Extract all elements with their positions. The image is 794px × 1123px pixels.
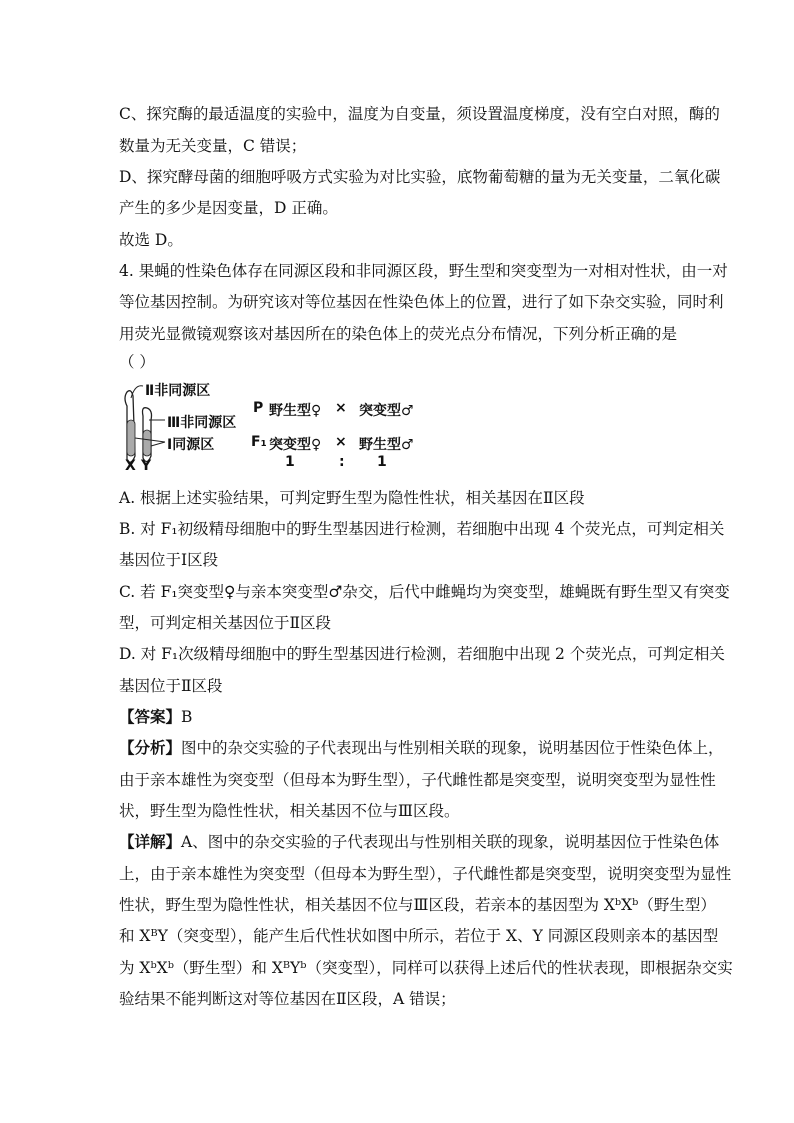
- f1-generation-label: F₁: [251, 434, 267, 450]
- detail-line-4: 和 XᴮY（突变型），能产生后代性状如图中所示，若位于 X、Y 同源区段则亲本的基因型: [119, 927, 719, 945]
- ratio-right: 1: [377, 454, 387, 470]
- option-c-line-1: C. 若 F₁突变型♀与亲本突变型♂杂交，后代中雌蝇均为突变型，雄蝇既有野生型又有突变: [119, 583, 730, 601]
- label-ii-nonhomologous: Ⅱ非同源区: [145, 383, 211, 399]
- text-line-c1: C、探究酶的最适温度的实验中，温度为自变量，须设置温度梯度，没有空白对照，酶的: [119, 105, 720, 123]
- question-line-1: 4. 果蝇的性染色体存在同源区段和非同源区段，野生型和突变型为一对相对性状，由一对: [119, 262, 728, 280]
- detail-text-1: A、图中的杂交实验的子代表现出与性别相关联的现象，说明基因位于性染色体: [181, 833, 720, 851]
- f1-female: 突变型♀: [269, 437, 322, 453]
- ratio-colon: :: [339, 454, 345, 470]
- answer-tag: 【答案】: [119, 707, 182, 726]
- p-male: 突变型♂: [359, 403, 414, 419]
- text-line-c2: 数量为无关变量，C 错误；: [119, 137, 307, 155]
- text-line-choice: 故选 D。: [119, 231, 183, 249]
- option-a: A. 根据上述实验结果，可判定野生型为隐性性状，相关基因在Ⅱ区段: [119, 489, 585, 507]
- answer-value: B: [181, 708, 193, 726]
- ratio-left: 1: [285, 454, 295, 470]
- detail-line-1: [119, 832, 719, 852]
- detail-line-3: 性状，野生型为隐性性状，相关基因不位与Ⅲ区段，若亲本的基因型为 XᵇXᵇ（野生型）: [119, 896, 716, 914]
- option-d-line-1: D. 对 F₁次级精母细胞中的野生型基因进行检测，若细胞中出现 2 个荧光点，可判定相关: [119, 645, 725, 663]
- label-x: X: [125, 458, 136, 474]
- analysis-line-3: 状，野生型为隐性性状，相关基因不位与Ⅲ区段。: [119, 802, 460, 820]
- x-homologous-region: [127, 420, 135, 456]
- label-y: Y: [141, 458, 152, 474]
- analysis-text-1: 图中的杂交实验的子代表现出与性别相关联的现象，说明基因位于性染色体上，: [181, 739, 724, 757]
- p-cross-sign: ×: [335, 400, 347, 416]
- option-b-line-2: 基因位于Ⅰ区段: [119, 551, 219, 569]
- y-homologous-region: [143, 430, 151, 456]
- detail-line-5: 为 XᵇXᵇ（野生型）和 XᴮYᵇ（突变型），同样可以获得上述后代的性状表现，即根据杂交实: [119, 959, 733, 977]
- analysis-tag: 【分析】: [119, 738, 182, 757]
- option-b-line-1: B. 对 F₁初级精母细胞中的野生型基因进行检测，若细胞中出现 4 个荧光点，可判定相关: [119, 520, 725, 538]
- label-iii-nonhomologous: Ⅲ非同源区: [167, 415, 237, 431]
- question-blank: （ ）: [119, 353, 155, 371]
- answer-line: [119, 707, 192, 727]
- question-line-2: 等位基因控制。为研究该对等位基因在性染色体上的位置，进行了如下杂交实验，同时利: [119, 293, 724, 311]
- detail-tag: 【详解】: [119, 832, 182, 851]
- analysis-line-1: [119, 738, 724, 758]
- analysis-line-2: 由于亲本雄性为突变型（但母本为野生型），子代雌性都是突变型，说明突变型为显性性: [119, 771, 716, 789]
- question-line-3: 用荧光显微镜观察该对基因所在的染色体上的荧光点分布情况，下列分析正确的是: [119, 325, 678, 343]
- option-c-line-2: 型，可判定相关基因位于Ⅱ区段: [119, 614, 332, 632]
- p-female: 野生型♀: [269, 403, 322, 419]
- f1-male: 野生型♂: [359, 437, 414, 453]
- detail-line-6: 验结果不能判断这对等位基因在Ⅱ区段，A 错误；: [119, 990, 456, 1008]
- option-d-line-2: 基因位于Ⅱ区段: [119, 677, 223, 695]
- f1-cross-sign: ×: [335, 434, 347, 450]
- text-line-d1: D、探究酵母菌的细胞呼吸方式实验为对比实验，底物葡萄糖的量为无关变量，二氧化碳: [119, 168, 721, 186]
- chromosome-cross-diagram: [119, 378, 419, 478]
- text-line-d2: 产生的多少是因变量，D 正确。: [119, 199, 338, 217]
- label-i-homologous: Ⅰ同源区: [167, 437, 215, 453]
- detail-line-2: 上，由于亲本雄性为突变型（但母本为野生型），子代雌性都是突变型，说明突变型为显性: [119, 865, 732, 883]
- p-generation-label: P: [253, 400, 264, 416]
